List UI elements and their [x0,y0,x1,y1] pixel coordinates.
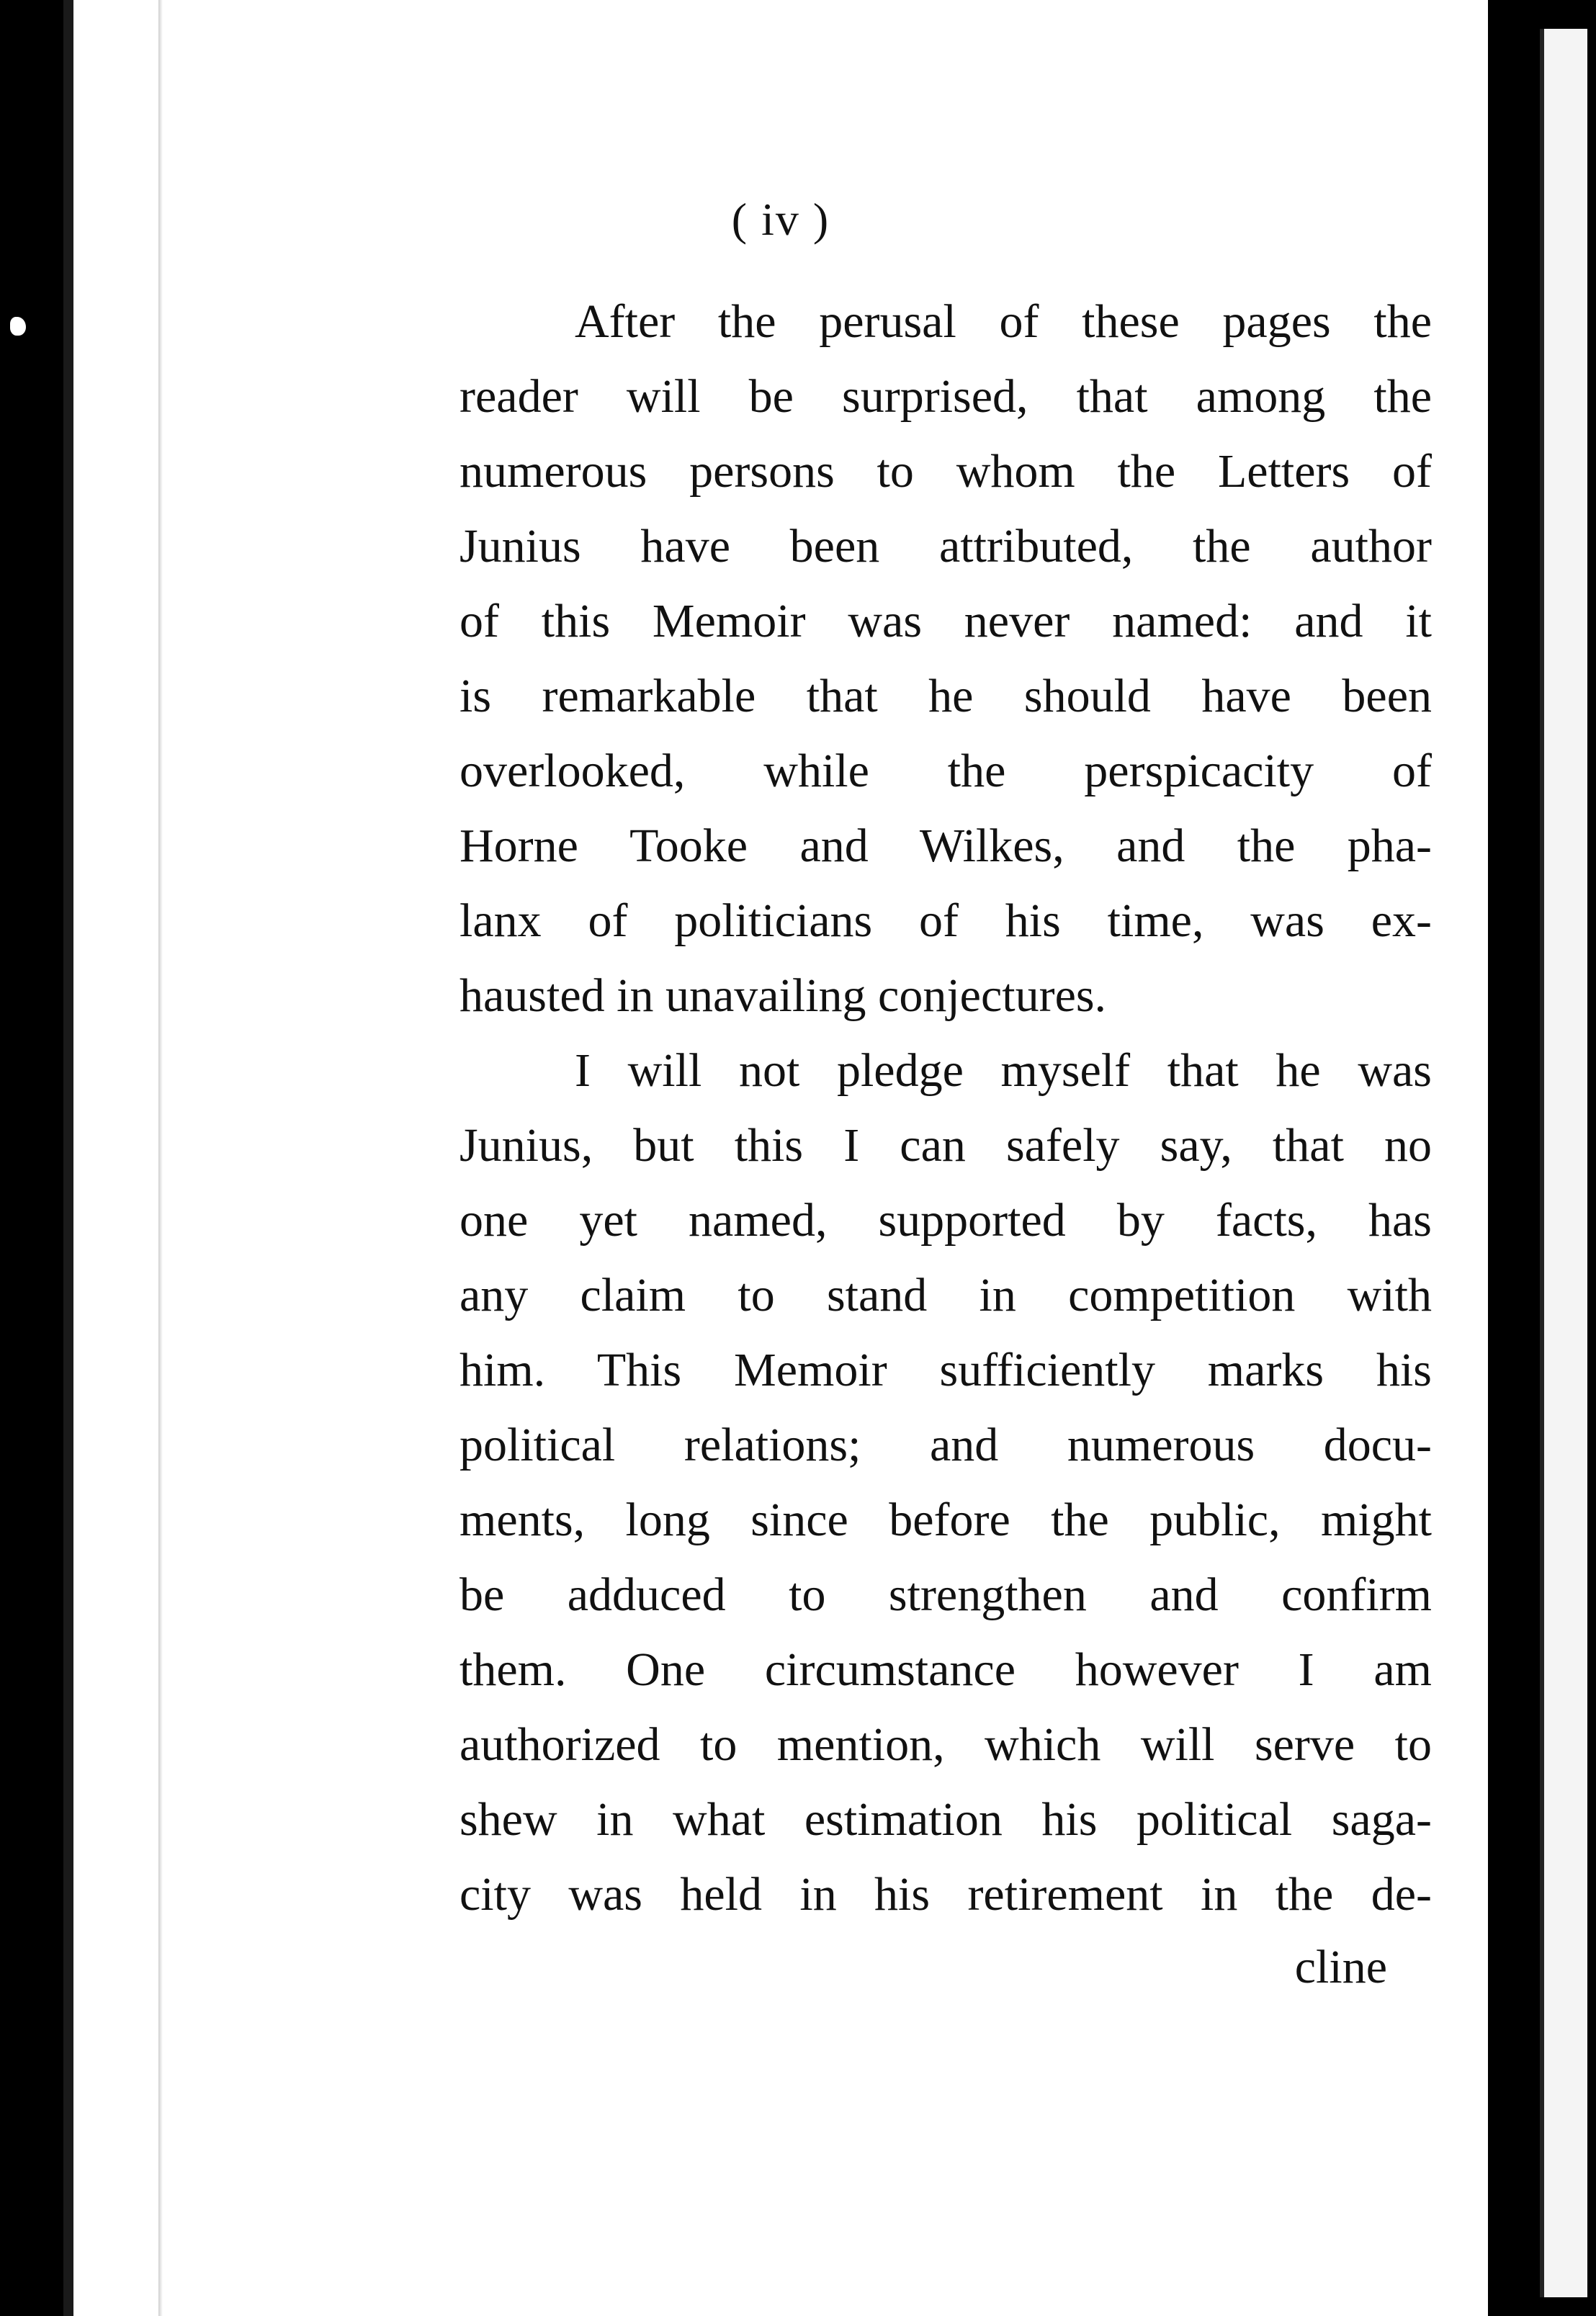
text-line: lanx of politicians of his time, was ex- [459,894,1432,947]
text-line: be adduced to strengthen and confirm [459,1568,1432,1621]
text-line: Horne Tooke and Wilkes, and the pha- [459,820,1432,872]
text-line: political relations; and numerous docu- [459,1419,1432,1471]
paragraph-1 [459,284,1432,1033]
text-line: of this Memoir was never named: and it [459,595,1432,647]
page-gutter-shadow [158,0,163,2316]
text-line: After the perusal of these pages the [575,295,1432,348]
text-line: them. One circumstance however I am [459,1643,1432,1696]
next-page-edge [1540,29,1587,2297]
text-line: one yet named, supported by facts, has [459,1194,1432,1247]
text-line: numerous persons to whom the Letters of [459,445,1432,498]
text-line: ments, long since before the public, might [459,1494,1432,1546]
page-number-header: ( iv ) [731,194,830,245]
catchword: cline [1294,1941,1387,1993]
text-line: reader will be surprised, that among the [459,370,1432,423]
text-line: overlooked, while the perspicacity of [459,745,1432,797]
text-line: Junius, but this I can safely say, that no [459,1119,1432,1172]
text-line: I will not pledge myself that he was [575,1044,1432,1097]
text-line: is remarkable that he should have been [459,670,1432,722]
scan-speck [10,317,26,336]
text-line: authorized to mention, which will serve to [459,1718,1432,1771]
scan-right-margin [1474,0,1596,2316]
text-line: hausted in unavailing conjectures. [459,969,1107,1022]
text-line: any claim to stand in competition with [459,1269,1432,1321]
text-line: shew in what estimation his political saga- [459,1793,1432,1846]
text-line: city was held in his retirement in the de- [459,1868,1432,1921]
book-page [63,0,1488,2316]
scan-left-margin [0,0,65,2316]
body-text [459,284,1432,1932]
text-line: him. This Memoir sufficiently marks his [459,1344,1432,1396]
text-line: Junius have been attributed, the author [459,520,1432,573]
paragraph-2 [459,1033,1432,1932]
